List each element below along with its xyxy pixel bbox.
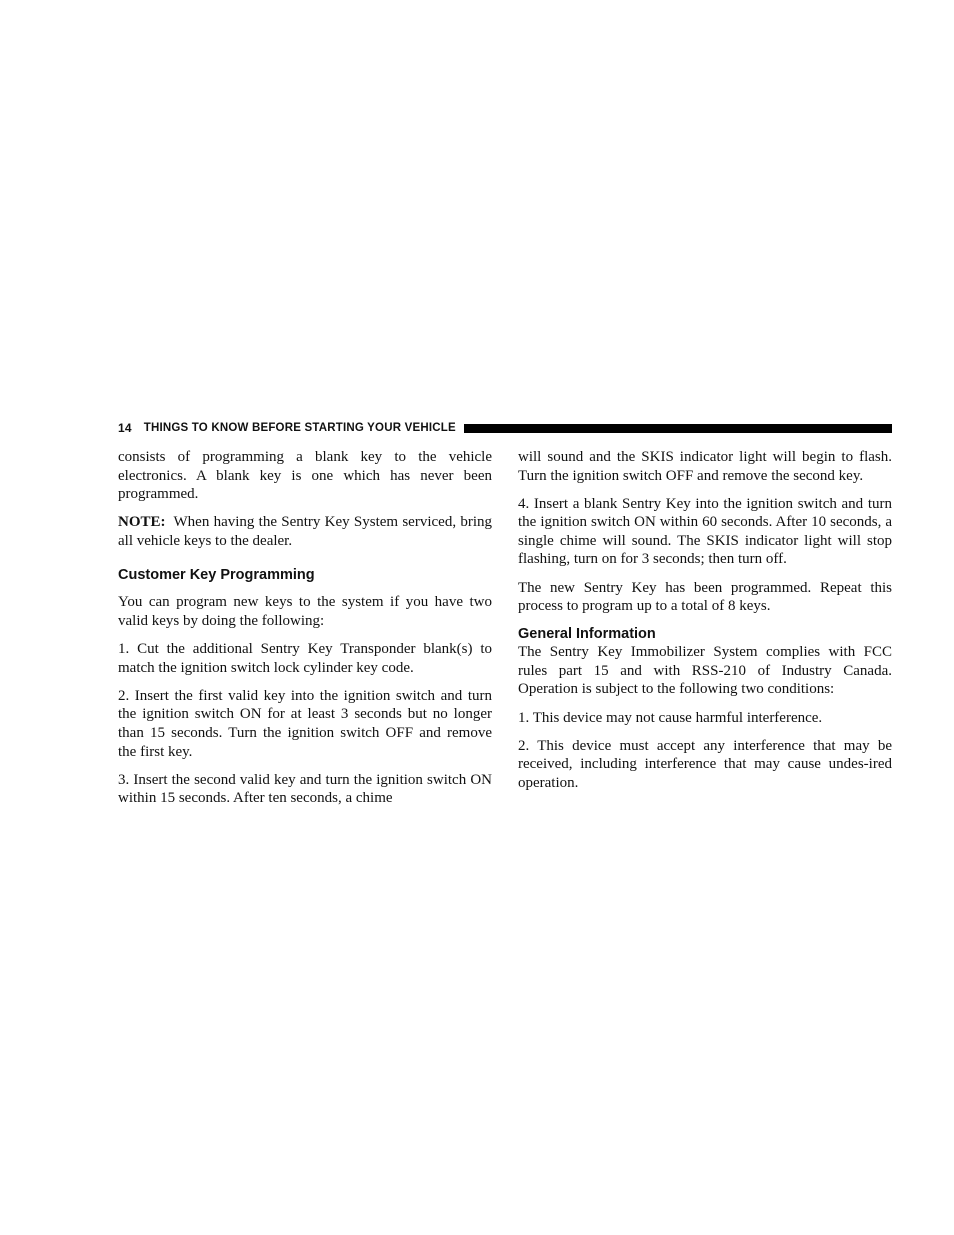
paragraph-key-programmed: The new Sentry Key has been programmed. Repeat this process to program up to a total of 8 keys. <box>518 579 892 615</box>
paragraph-step3-continued: will sound and the SKIS indicator light will begin to flash. Turn the ignition switch OFF and remove the second key. <box>518 449 892 484</box>
paragraph-program-new-keys: You can program new keys to the system if you have two valid keys by doing the following: <box>118 594 492 630</box>
note-paragraph <box>118 513 492 550</box>
paragraph-fcc-compliance: The Sentry Key Immobilizer System complies with FCC rules part 15 and with RSS-210 of Industry Canada. Operation is subject to the following two conditions: <box>518 644 892 698</box>
paragraph-blank-key: consists of programming a blank key to the vehicle electronics. A blank key is one which has never been programmed. <box>118 449 492 503</box>
step-4: 4. Insert a blank Sentry Key into the ignition switch and turn the ignition switch ON within 60 seconds. After 10 seconds, a single chime will sound. The SKIS indicator light will stop flashing, turn on for 3 seconds; then turn off. <box>518 495 892 568</box>
left-column <box>118 448 492 817</box>
page-number: 14 <box>118 421 132 435</box>
section-title: THINGS TO KNOW BEFORE STARTING YOUR VEHICLE <box>143 422 456 434</box>
right-column <box>518 448 892 802</box>
header-rule <box>464 424 892 433</box>
heading-general-information: General Information <box>518 626 656 643</box>
note-text: When having the Sentry Key System serviced, bring all vehicle keys to the dealer. <box>118 514 492 549</box>
condition-2: 2. This device must accept any interference that may be received, including interference that may cause undes-ired operation. <box>518 737 892 791</box>
step-1: 1. Cut the additional Sentry Key Transponder blank(s) to match the ignition switch lock cylinder key code. <box>118 641 492 676</box>
step-3: 3. Insert the second valid key and turn the ignition switch ON within 15 seconds. After ten seconds, a chime <box>118 771 492 807</box>
page-header <box>118 419 892 437</box>
note-label: NOTE: <box>118 514 166 531</box>
condition-1: 1. This device may not cause harmful interference. <box>518 709 823 726</box>
heading-customer-key-programming: Customer Key Programming <box>118 567 315 584</box>
step-2: 2. Insert the first valid key into the ignition switch and turn the ignition switch ON for at least 3 seconds but no longer than 15 seconds. Turn the ignition switch OFF and remove the first key. <box>118 687 492 760</box>
